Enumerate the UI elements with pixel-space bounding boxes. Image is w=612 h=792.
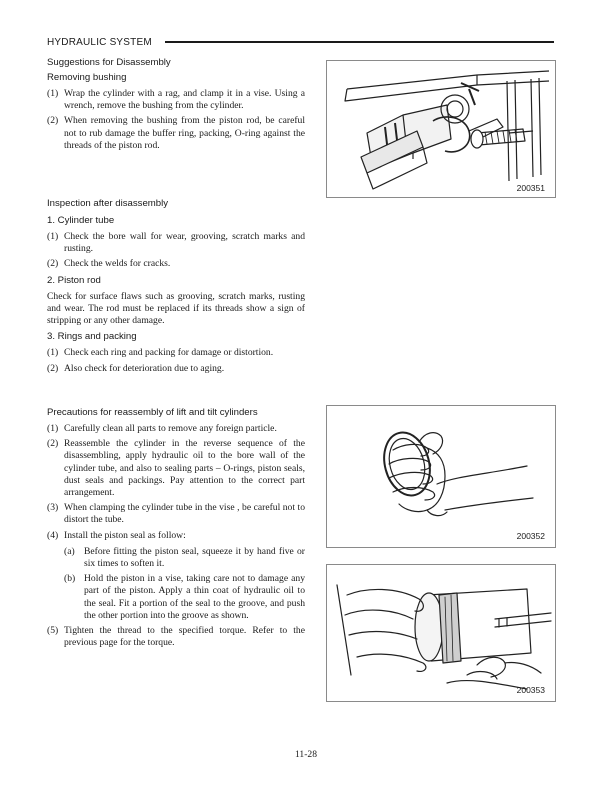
disassembly-title: Suggestions for Disassembly bbox=[47, 57, 171, 68]
piston-seal-icon bbox=[327, 565, 555, 701]
header-rule bbox=[165, 41, 554, 43]
reassembly-step-4: (4) Install the piston seal as follow: bbox=[47, 529, 186, 541]
reassembly-step-2: (2) Reassemble the cylinder in the reverse sequence of the disassembling, apply hydraulic oil to the bore wall of the cylinder tube, and also to sealing parts – O-rings, piston seals, dust seals and packings. Pay attention to the correct part arrangement. bbox=[47, 438, 305, 499]
reassembly-substep-a: (a) Before fitting the piston seal, squeeze it by hand five or six times to soften it. bbox=[64, 545, 305, 570]
cylinder-tube-heading: 1. Cylinder tube bbox=[47, 215, 115, 226]
figure-vise-wrench bbox=[326, 60, 556, 198]
reassembly-substep-b: (b) Hold the piston in a vise, taking care not to damage any part of the piston. Apply a thin coat of hydraulic oil to the seal. Fit a portion of the seal to the groove, and push the other portion into the groove as shown. bbox=[64, 573, 305, 621]
reassembly-step-1: (1) Carefully clean all parts to remove any foreign particle. bbox=[47, 423, 277, 434]
inspection-title: Inspection after disassembly bbox=[47, 198, 169, 209]
figure-hand-seal bbox=[326, 405, 556, 548]
disassembly-step-2: (2) When removing the bushing from the piston rod, be careful not to rub damage the buffer ring, packing, O-ring against the threads of the piston rod. bbox=[47, 115, 305, 151]
figure-piston-seal bbox=[326, 564, 556, 702]
rings-check-2: (2) Also check for deterioration due to aging. bbox=[47, 363, 225, 375]
reassembly-title: Precautions for reassembly of lift and tilt cylinders bbox=[47, 407, 258, 418]
reassembly-section bbox=[47, 407, 305, 649]
cylinder-check-1: (1) Check the bore wall for wear, grooving, scratch marks and rusting. bbox=[47, 231, 305, 255]
inspection-section bbox=[47, 198, 305, 376]
piston-rod-text: Check for surface flaws such as grooving, scratch marks, rusting and wear. The rod must be replaced if its threads show a sign of stripping or any other damage. bbox=[47, 290, 305, 327]
hand-seal-icon bbox=[327, 406, 555, 547]
disassembly-step-1: (1) Wrap the cylinder with a rag, and clamp it in a vise. Using a wrench, remove the bushing from the cylinder. bbox=[47, 88, 305, 112]
page-number: 11-28 bbox=[294, 749, 318, 760]
figure-3-caption: 200353 bbox=[516, 685, 545, 695]
figure-1-caption: 200351 bbox=[516, 183, 545, 193]
cylinder-check-2: (2) Check the welds for cracks. bbox=[47, 258, 171, 270]
reassembly-step-5: (5) Tighten the thread to the specified torque. Refer to the previous page for the torque. bbox=[47, 625, 305, 649]
rings-heading: 3. Rings and packing bbox=[47, 331, 137, 343]
running-header: HYDRAULIC SYSTEM bbox=[47, 37, 152, 48]
figure-2-caption: 200352 bbox=[516, 531, 545, 541]
removing-bushing-subtitle: Removing bushing bbox=[47, 72, 127, 83]
vise-wrench-icon bbox=[327, 61, 555, 197]
reassembly-step-3: (3) When clamping the cylinder tube in the vise , be careful not to distort the tube. bbox=[47, 502, 305, 526]
piston-rod-heading: 2. Piston rod bbox=[47, 274, 101, 286]
disassembly-section bbox=[47, 57, 305, 152]
rings-check-1: (1) Check each ring and packing for damage or distortion. bbox=[47, 347, 274, 359]
